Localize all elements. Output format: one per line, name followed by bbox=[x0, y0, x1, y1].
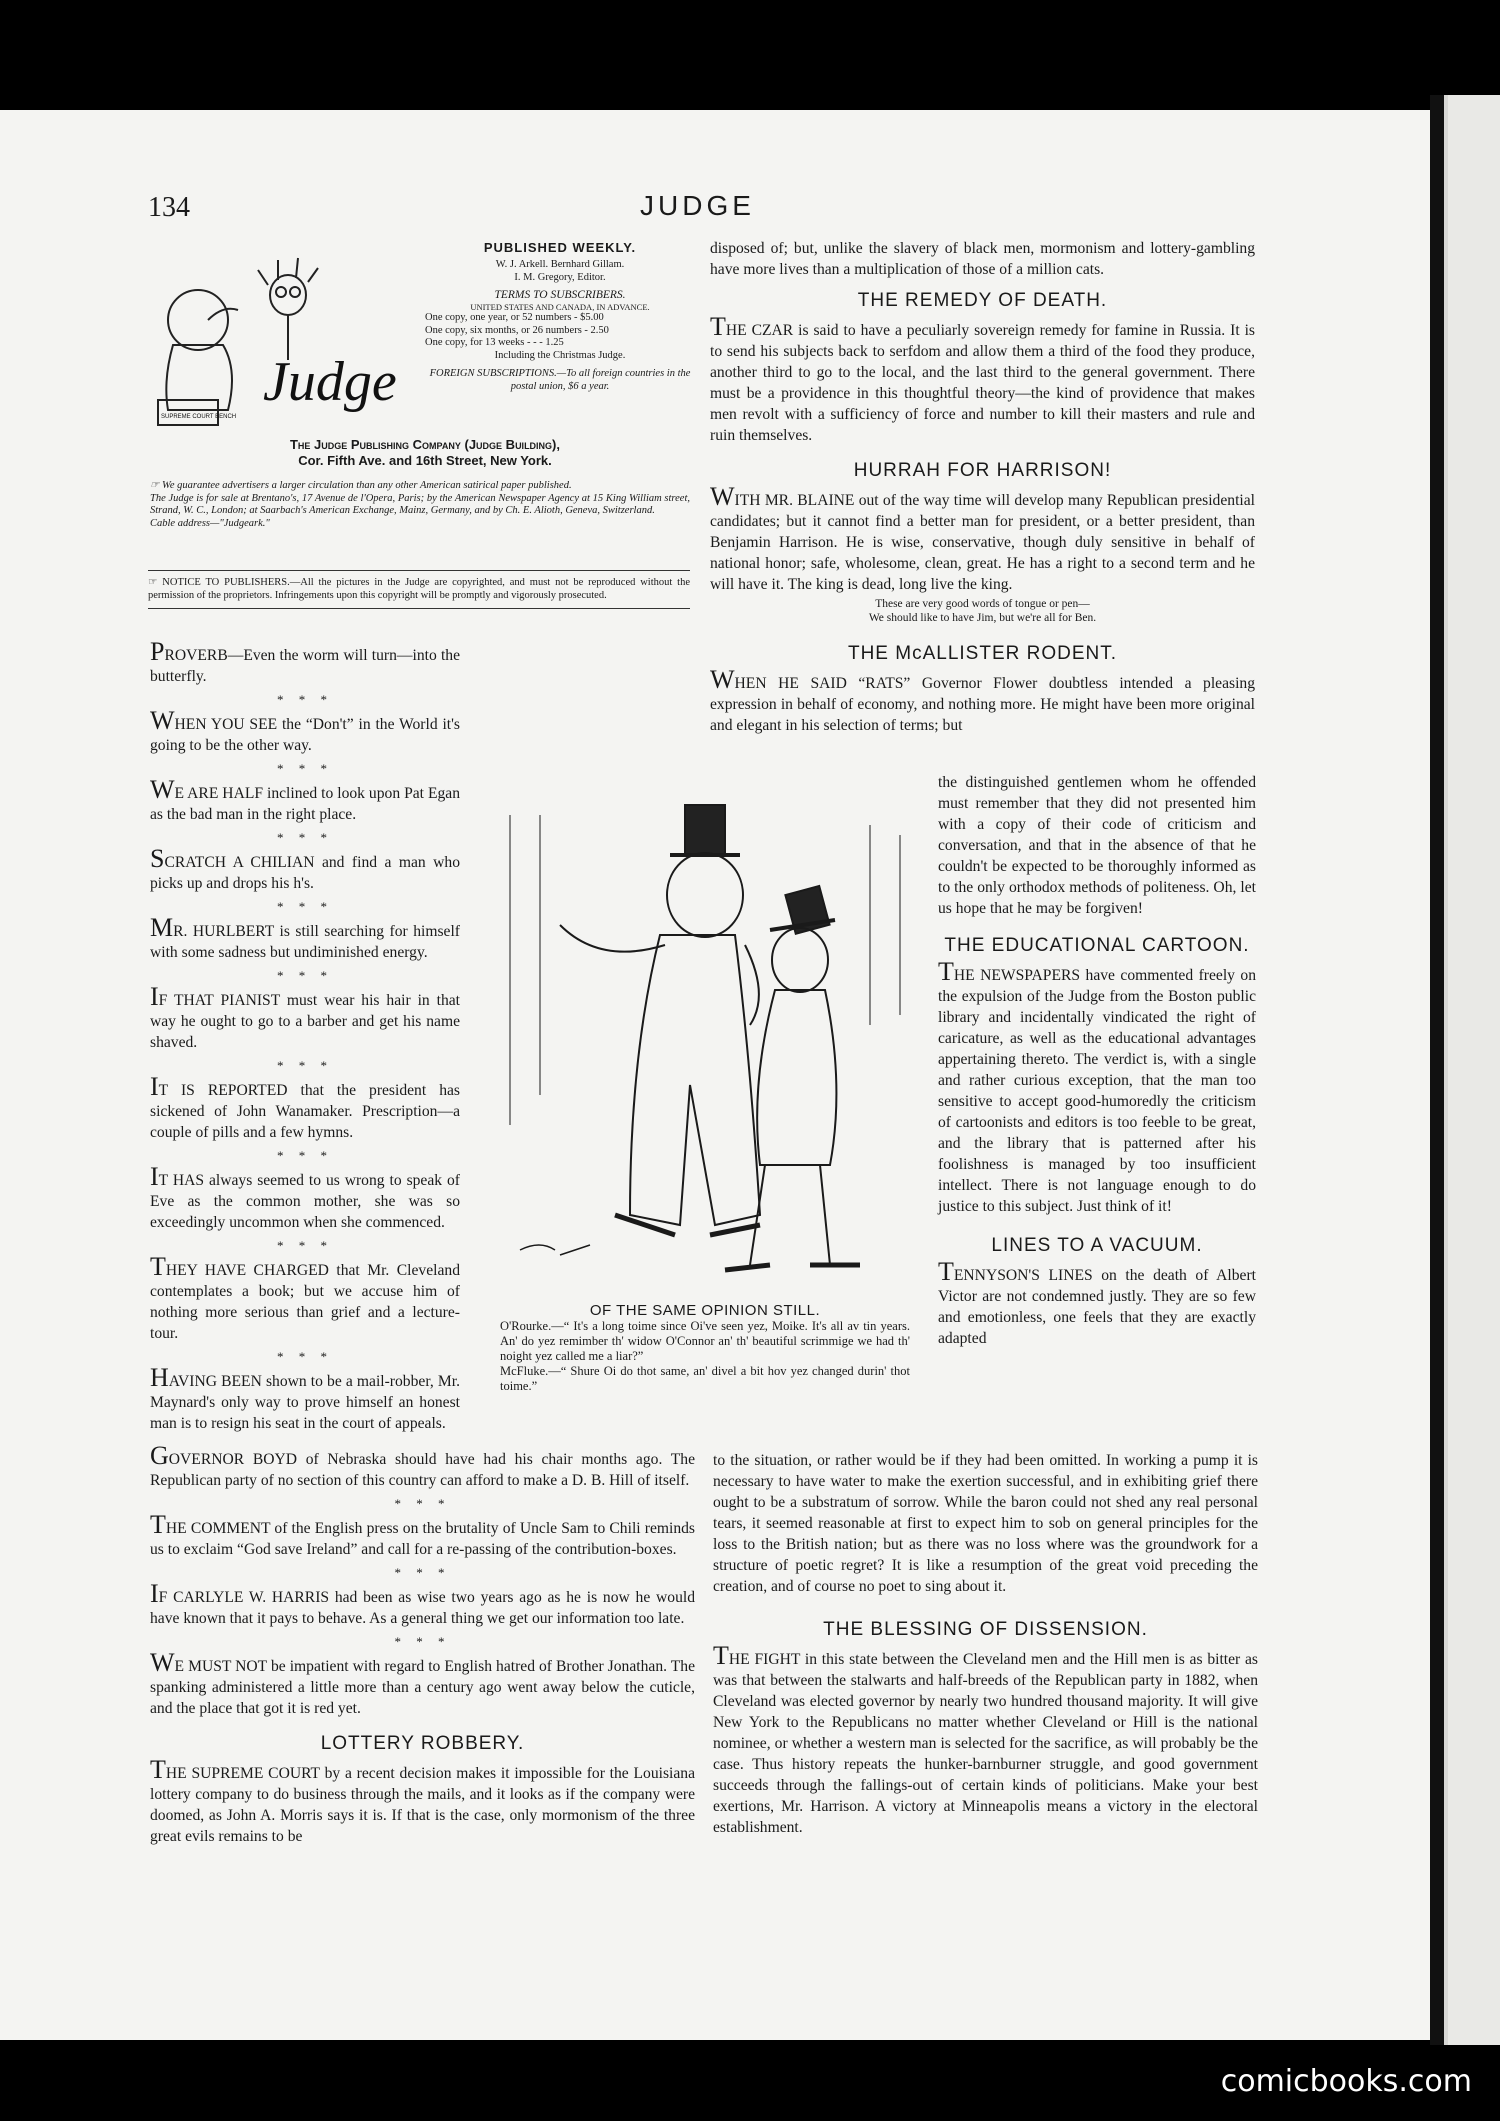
judge-logo-illustration bbox=[148, 250, 428, 430]
section-separator: * * * bbox=[394, 1634, 451, 1649]
section-separator: * * * bbox=[277, 899, 333, 914]
paragraph-item: IT HAS always seemed to us wrong to speak of Eve as the common mother, she was so exceedingly uncommon when she commenced. bbox=[150, 1162, 460, 1231]
site-watermark: comicbooks.com bbox=[1220, 2064, 1472, 2099]
cartoon-dialog-orourke: O'Rourke.—“ It's a long toime since Oi've seen yez, Moike. It's all av tin years. An' do yez remimber th' widow O'Connor an' th' beautiful scrimmige we had th' noight yez called me a liar?” bbox=[500, 1319, 910, 1363]
rodent-heading: THE McALLISTER RODENT. bbox=[847, 643, 1118, 664]
remedy-paragraph: THE CZAR is said to have a peculiarly sovereign remedy for famine in Russia. It is to send his subjects back to serfdom and allow them a third of the food they produce, another third to go to the local, and the last third to the general government. There must be a providence in this thoughtful theory—the kind of providence that makes men revolt with a sufficiency of force and number to kill their masters and rule and ruin themselves. bbox=[710, 312, 1255, 444]
remedy-heading: THE REMEDY OF DEATH. bbox=[857, 290, 1108, 311]
harrison-verse-2: We should like to have Jim, but we're all for Ben. bbox=[868, 612, 1097, 624]
section-separator: * * * bbox=[277, 830, 333, 845]
cartoon-illustration bbox=[500, 795, 920, 1300]
paragraph-item: IF THAT PIANIST must wear his hair in that way he ought to go to a barber and get his name shaved. bbox=[150, 982, 460, 1051]
paragraph-item: WE ARE HALF inclined to look upon Pat Egan as the bad man in the right place. bbox=[150, 775, 460, 823]
seat-label: SUPREME COURT BENCH bbox=[161, 414, 237, 420]
harrison-heading: HURRAH FOR HARRISON! bbox=[853, 460, 1112, 481]
educational-heading: THE EDUCATIONAL CARTOON. bbox=[944, 935, 1250, 956]
lottery-heading: LOTTERY ROBBERY. bbox=[320, 1733, 525, 1754]
section-separator: * * * bbox=[277, 968, 333, 983]
terms-sub: UNITED STATES AND CANADA, IN ADVANCE. bbox=[470, 302, 650, 312]
cartoon-dialog-mcfluke: McFluke.—“ Shure Oi do thot same, an' divel a bit hov yez changed durin' thot toime.” bbox=[500, 1364, 910, 1393]
paragraph-item: WHEN YOU SEE the “Don't” in the World it's going to be the other way. bbox=[150, 706, 460, 754]
adjacent-page-edge bbox=[1430, 95, 1500, 2045]
educational-paragraph: THE NEWSPAPERS have commented freely on the expulsion of the Judge from the Boston public library and incidentally vindicated the right of caricature, as well as the educational advantages appertaining thereto. The verdict is, with a single and rather curious exception, that the man too sensitive to accept good-humoredly the criticism of cartoonists and editors is too feeble to be great, and the library that is patterned after his foolishness is managed by too insufficient intellect. There is not language enough to do justice to this subject. Just think of it! bbox=[938, 957, 1256, 1215]
guarantee-note: ☞ We guarantee advertisers a larger circulation than any other American satirical paper published. bbox=[150, 480, 572, 491]
section-separator: * * * bbox=[394, 1496, 451, 1511]
terms-title: TERMS TO SUBSCRIBERS. bbox=[494, 289, 626, 301]
rodent-paragraph: WHEN HE SAID “RATS” Governor Flower doubtless intended a pleasing expression in behalf of economy, and nothing more. He might have been more original and elegant in his selection of terms; but bbox=[710, 665, 1255, 734]
paragraph-item: THEY HAVE CHARGED that Mr. Cleveland contemplates a book; but we accuse him of nothing more serious than grief and a lecture-tour. bbox=[150, 1252, 460, 1342]
publisher-address: Cor. Fifth Ave. and 16th Street, New York. bbox=[298, 453, 552, 468]
harrison-paragraph: WITH MR. BLAINE out of the way time will develop many Republican presidential candidates; but it cannot find a better man for president, or a better president, than Benjamin Harrison. He is wise, conservative, though duly sensitive in behalf of national honor; safe, wholesome, clean, great. He has a right to a second term and he will have it. The king is dead, long live the king. bbox=[710, 482, 1255, 593]
vacuum-paragraph-continued: to the situation, or rather would be if they had been omitted. In working a pump it is necessary to have water to make the exertion successful, and in exhibiting grief there ought to be a substratum of sorrow. While the baron could not shed any real personal tears, it seemed reasonable at first to expect him to sob on general principles for the loss to the British nation; but as there was no loss where was the groundwork for a structure of poetic regret? It is like a resumption of the great void preceding the creation, and of course no poet to sing about it. bbox=[713, 1452, 1258, 1595]
paragraph-item: IT IS REPORTED that the president has sickened of John Wanamaker. Prescription—a couple of pills and a few hymns. bbox=[150, 1072, 460, 1141]
masthead-info bbox=[425, 240, 695, 393]
for-sale-note: The Judge is for sale at Brentano's, 17 Avenue de l'Opera, Paris; by the American Newspaper Agency at 15 King William street, Strand, W. C., London; at Saarbach's American Exchange, Mainz, Germany, and by Ch. E. Alioth, Geneva, Switzerland. bbox=[150, 492, 690, 516]
paragraph-item: SCRATCH A CHILIAN and find a man who picks up and drops his h's. bbox=[150, 844, 460, 892]
magazine-title: JUDGE bbox=[640, 190, 755, 221]
paragraph-item: IF CARLYLE W. HARRIS had been as wise two years ago as he is now he would have known that it pays to behave. As a general thing we get our information too late. bbox=[150, 1579, 695, 1627]
left-column bbox=[150, 637, 460, 1444]
section-separator: * * * bbox=[277, 692, 333, 707]
logo-word: Judge bbox=[263, 351, 397, 413]
publisher-block bbox=[150, 437, 700, 469]
paragraph-item: GOVERNOR BOYD of Nebraska should have had his chair months ago. The Republican party of no section of this country can afford to make a D. B. Hill of itself. bbox=[150, 1441, 695, 1489]
cartoon-title: OF THE SAME OPINION STILL. bbox=[589, 1302, 821, 1319]
foreign-subscriptions: FOREIGN SUBSCRIPTIONS.—To all foreign countries in the postal union, $6 a year. bbox=[429, 368, 691, 392]
left-lower-column bbox=[150, 1441, 695, 1857]
editor-line: I. M. Gregory, Editor. bbox=[514, 271, 606, 283]
dissension-paragraph: THE FIGHT in this state between the Cleveland men and the Hill men is as bitter as was that between the stalwarts and half-breeds of the Republican party in 1882, when Cleveland was elected governor by nearly two hundred thousand majority. It will give New York to the Republicans no matter whether Cleveland or Hill is the national nominee, or whether a western man is selected for the sacrifice, as will probably be the case. Thus history repeats the hunker-barnburner struggle, and good government succeeds through the fallings-out of certain kinds of politicians. Make your best exertions, Mr. Harrison. A victory at Minneapolis means a victory in the electoral establishment. bbox=[713, 1641, 1258, 1836]
dissension-heading: THE BLESSING OF DISSENSION. bbox=[823, 1619, 1148, 1640]
terms-4: Including the Christmas Judge. bbox=[494, 349, 626, 361]
publisher-company: The Judge Publishing Company (Judge Building), bbox=[289, 437, 561, 452]
section-separator: * * * bbox=[394, 1565, 451, 1580]
section-separator: * * * bbox=[277, 1148, 333, 1163]
vacuum-paragraph: TENNYSON'S LINES on the death of Albert Victor are not condemned justly. They are so few and emotionless, one feels that they are exactly adapted bbox=[938, 1257, 1256, 1347]
page-number: 134 bbox=[148, 192, 190, 223]
lottery-paragraph: THE SUPREME COURT by a recent decision makes it impossible for the Louisiana lottery company to do business through the mails, and it looks as if the company were doomed, as John A. Morris says it is. If that is the case, only mormonism of the three great evils remains to be bbox=[150, 1755, 695, 1845]
right-continued-paragraph: disposed of; but, unlike the slavery of black men, mormonism and lottery-gambling have more lives than a multiplication of those of a million cats. bbox=[710, 240, 1255, 278]
staff-line: W. J. Arkell. Bernhard Gillam. bbox=[495, 259, 625, 270]
terms-1: One copy, one year, or 52 numbers - $5.00 bbox=[425, 312, 604, 323]
section-separator: * * * bbox=[277, 1238, 333, 1253]
paragraph-item: THE COMMENT of the English press on the brutality of Uncle Sam to Chili reminds us to exclaim “God save Ireland” and call for a re-passing of the contribution-boxes. bbox=[150, 1510, 695, 1558]
section-separator: * * * bbox=[277, 1349, 333, 1364]
section-separator: * * * bbox=[277, 1058, 333, 1073]
cable-note: Cable address—"Judgeark." bbox=[150, 517, 270, 529]
vacuum-heading: LINES TO A VACUUM. bbox=[991, 1235, 1203, 1256]
section-separator: * * * bbox=[277, 761, 333, 776]
right-column-narrow bbox=[938, 772, 1256, 1349]
paragraph-item: PROVERB—Even the worm will turn—into the butterfly. bbox=[150, 637, 460, 685]
harrison-verse-1: These are very good words of tongue or pen— bbox=[875, 598, 1090, 610]
paragraph-item: HAVING BEEN shown to be a mail-robber, Mr. Maynard's only way to prove himself an honest man is to resign his seat in the court of appeals. bbox=[150, 1363, 460, 1432]
right-column-top bbox=[710, 238, 1255, 736]
copyright-notice: ☞ NOTICE TO PUBLISHERS.—All the pictures in the Judge are copyrighted, and must not be reproduced without the permission of the proprietors. Infringements upon this copyright will be promptly and vigorously prosecuted. bbox=[148, 570, 690, 609]
cartoon-caption bbox=[500, 1302, 910, 1394]
terms-3: One copy, for 13 weeks - - - 1.25 bbox=[425, 337, 564, 348]
rodent-paragraph-continued: the distinguished gentlemen whom he offended must remember that they did not presented him with a copy of their code of criticism and conversation, and that in the absence of that he couldn't be expected to be thoroughly informed as to the only orthodox methods of politeness. Oh, let us hope that he may be forgiven! bbox=[938, 774, 1256, 917]
paragraph-item: MR. HURLBERT is still searching for himself with some sadness but undiminished energy. bbox=[150, 913, 460, 961]
paragraph-item: WE MUST NOT be impatient with regard to English hatred of Brother Jonathan. The spanking administered a little more than a century ago went away below the cuticle, and the place that got it is red yet. bbox=[150, 1648, 695, 1717]
right-column-bottom bbox=[713, 1450, 1258, 1848]
terms-2: One copy, six months, or 26 numbers - 2.50 bbox=[425, 324, 609, 336]
advertiser-notes bbox=[150, 480, 690, 530]
published-weekly: PUBLISHED WEEKLY. bbox=[483, 240, 637, 255]
